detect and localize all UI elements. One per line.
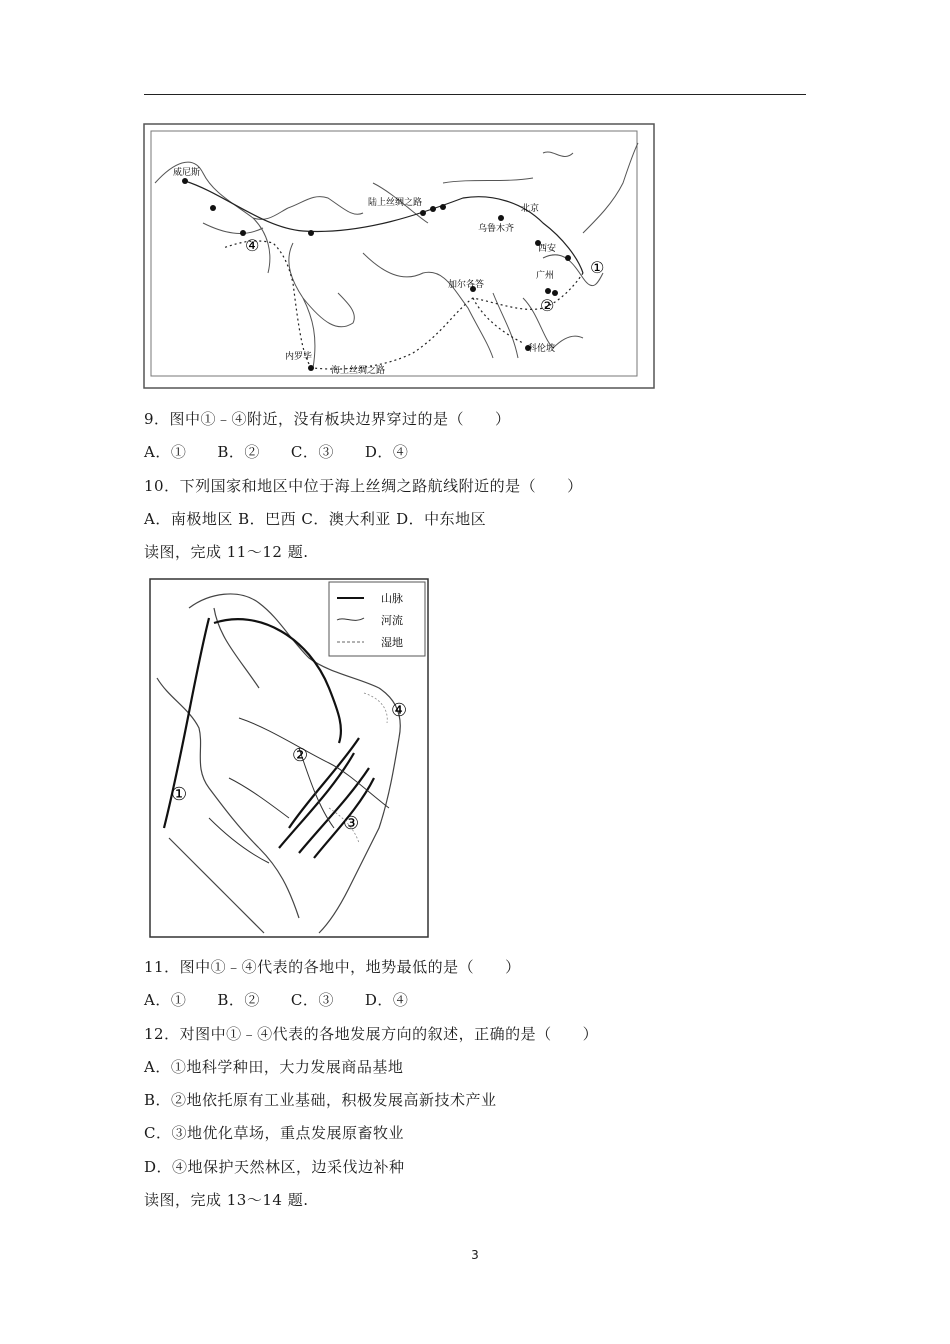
label-urumqi: 乌鲁木齐 [478, 224, 515, 234]
instruction-11-12: 读图，完成 11～12 题. [144, 543, 309, 561]
legend-wetland: 湿地 [381, 636, 403, 649]
label-xian: 西安 [538, 244, 557, 254]
map2-marker-2: ② [292, 745, 309, 766]
question-12-option-d: D．④地保护天然林区，边采伐边补种 [144, 1158, 405, 1176]
question-12-option-b: B．②地依托原有工业基础，积极发展高新技术产业 [144, 1091, 497, 1109]
question-12-option-a: A．①地科学种田，大力发展商品基地 [144, 1058, 404, 1076]
question-9: 9．图中①﹣④附近，没有板块边界穿过的是（ ） [144, 410, 511, 428]
question-10: 10．下列国家和地区中位于海上丝绸之路航线附近的是（ ） [144, 477, 583, 495]
map2-marker-1: ① [171, 784, 188, 805]
question-11: 11．图中①﹣④代表的各地中，地势最低的是（ ） [144, 958, 521, 976]
legend-river: 河流 [381, 614, 403, 627]
marker-1: ① [590, 258, 605, 277]
page-number: 3 [471, 1248, 479, 1262]
label-beijing: 北京 [521, 204, 540, 214]
label-colombo: 科伦坡 [528, 344, 556, 354]
map2-marker-3: ③ [343, 813, 360, 834]
question-11-options: A．① B．② C．③ D．④ [144, 991, 409, 1009]
label-land-route: 陆上丝绸之路 [368, 198, 423, 208]
marker-4: ④ [245, 236, 260, 255]
map2-marker-4: ④ [391, 700, 408, 721]
header-rule [144, 94, 806, 95]
question-9-options: A．① B．② C．③ D．④ [144, 443, 409, 461]
legend-mountain: 山脉 [381, 592, 403, 605]
northeast-map [149, 578, 429, 940]
question-10-options: A．南极地区 B．巴西 C．澳大利亚 D．中东地区 [144, 510, 487, 528]
silk-road-map [143, 123, 655, 389]
label-guangzhou: 广州 [536, 271, 555, 281]
instruction-13-14: 读图，完成 13～14 题. [144, 1191, 309, 1209]
marker-2: ② [540, 296, 555, 315]
label-kolkata: 加尔各答 [448, 280, 485, 290]
question-12-option-c: C．③地优化草场，重点发展原畜牧业 [144, 1124, 404, 1142]
label-nairobi: 内罗毕 [285, 352, 313, 362]
question-12: 12．对图中①﹣④代表的各地发展方向的叙述，正确的是（ ） [144, 1025, 599, 1043]
label-sea-route: 海上丝绸之路 [331, 366, 386, 376]
label-west-city: 威尼斯 [173, 168, 201, 178]
